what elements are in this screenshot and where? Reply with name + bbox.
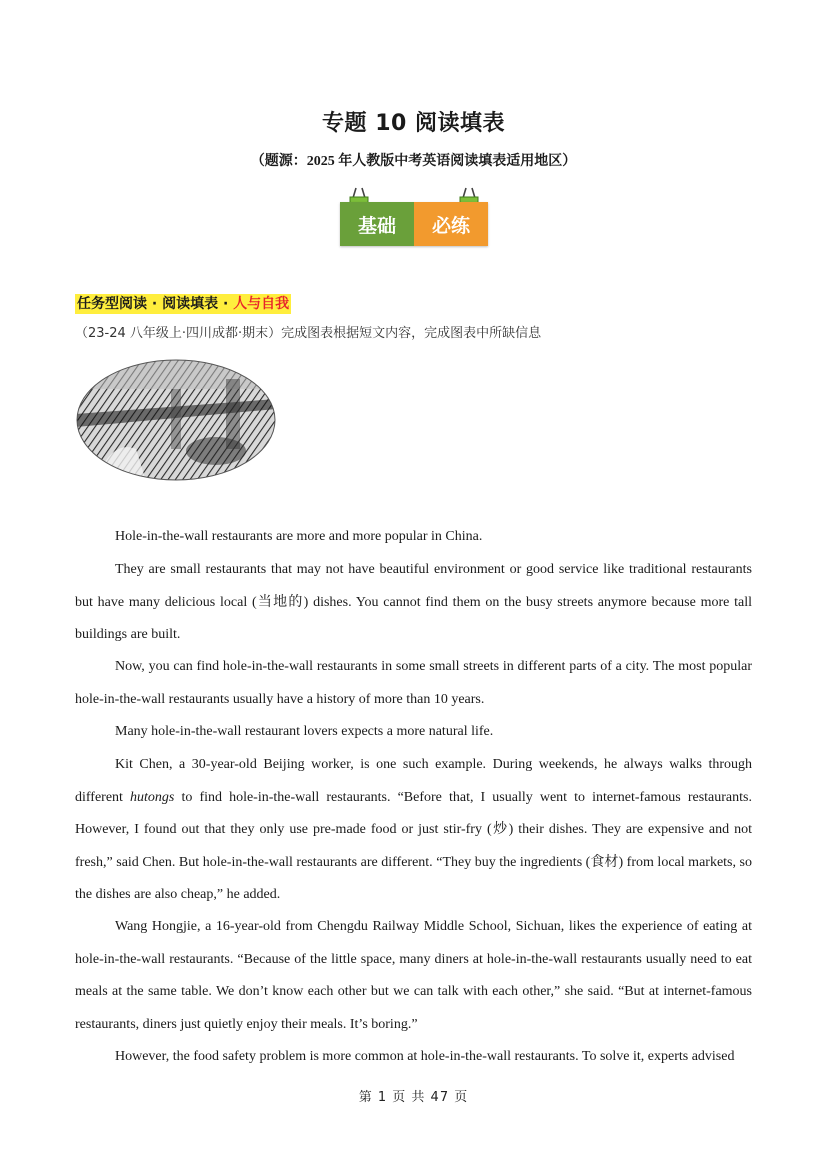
article-paragraph: Now, you can find hole-in-the-wall restaurants in some small streets in different parts of a city. The most popular hole-in-the-wall restaurants usually have a history of more than 10 years. bbox=[75, 659, 752, 707]
article-paragraph: Hole-in-the-wall restaurants are more and more popular in China. bbox=[115, 529, 483, 544]
tag-main: 任务型阅读 · 阅读填表 · bbox=[77, 296, 234, 312]
badge-left: 基础 bbox=[340, 202, 414, 246]
article-paragraph: Wang Hongjie, a 16-year-old from Chengdu Railway Middle School, Sichuan, likes the experience of eating at hole-in-the-wall restaurants. “Because of the little space, many diners at hole-in-the-wall restaurants usually need to eat meals at the same table. We don’t know each other but we can talk with each other,” she said. “But at internet-famous restaurants, diners just quietly enjoy their meals. It’s boring.” bbox=[75, 919, 752, 1032]
page-number: 第 1 页 共 47 页 bbox=[358, 1090, 469, 1105]
article-paragraph: Kit Chen, a 30-year-old Beijing worker, is one such example. During weekends, he always walks through different hutongs to find hole-in-the-wall restaurants. “Before that, I usually went to internet-famous restaurants. However, I found out that they only use pre-made food or just stir-fry (炒) their dishes. They are expensive and not fresh,” said Chen. But hole-in-the-wall restaurants are different. “They buy the ingredients (食材) from local markets, so the dishes are also cheap,” he added. bbox=[75, 757, 752, 902]
article-paragraph: Many hole-in-the-wall restaurant lovers expects a more natural life. bbox=[115, 724, 494, 739]
section-tag bbox=[75, 294, 291, 314]
tag-accent: 人与自我 bbox=[233, 296, 290, 312]
page-subtitle: （题源：2025 年人教版中考英语阅读填表适用地区） bbox=[250, 154, 577, 169]
restaurant-photo bbox=[76, 359, 276, 481]
badge-right: 必练 bbox=[414, 202, 488, 246]
question-source: （23-24 八年级上·四川成都·期末）完成图表根据短文内容，完成图表中所缺信息 bbox=[75, 326, 542, 341]
hutongs-italic: hutongs bbox=[130, 789, 175, 805]
page-title: 专题 10 阅读填表 bbox=[322, 111, 505, 136]
section-badge bbox=[340, 186, 488, 246]
article-paragraph: However, the food safety problem is more common at hole-in-the-wall restaurants. To solve it, experts advised bbox=[115, 1049, 735, 1064]
article-paragraph: They are small restaurants that may not have beautiful environment or good service like traditional restaurants but have many delicious local (当地的) dishes. You cannot find them on the busy streets anymore because more tall buildings are built. bbox=[75, 562, 752, 642]
